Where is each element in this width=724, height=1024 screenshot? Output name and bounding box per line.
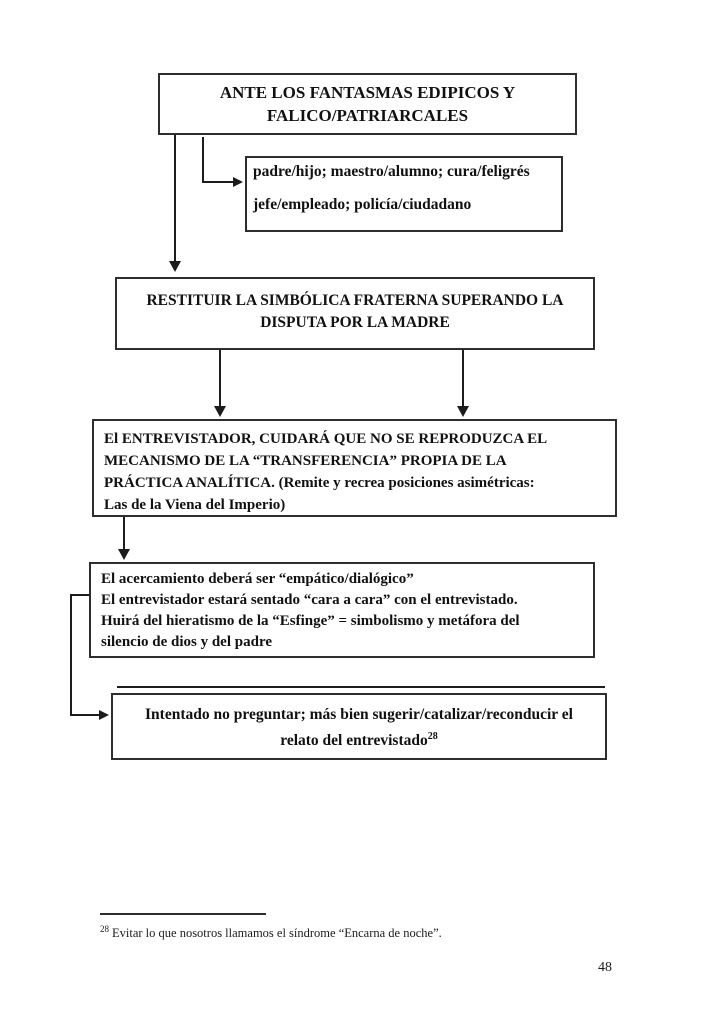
footnote-separator-rule (100, 913, 266, 915)
flow-box-acercamiento-line-4: silencio de dios y del padre (101, 634, 272, 650)
arrowhead-right-pares (233, 177, 243, 187)
connector-fantasmas-to-restituir (174, 135, 176, 261)
arrowhead-down-entrevistador-right (457, 406, 469, 417)
flow-box-intentado-line-1: Intentado no preguntar; más bien sugerir/catalizar/reconducir el (145, 706, 573, 723)
connector-acercamiento-stub (70, 594, 89, 596)
footnote-reference-28: 28 (427, 731, 438, 742)
footnote-text: Evitar lo que nosotros llamamos el síndrome “Encarna de noche”. (112, 926, 442, 941)
flow-box-intentado-line-2 (113, 726, 605, 752)
connector-acercamiento-to-intentado-vertical (70, 594, 72, 716)
connector-entrevistador-to-acercamiento (123, 517, 125, 549)
flow-box-entrevistador-line-2: MECANISMO DE LA “TRANSFERENCIA” PROPIA DE LA (104, 453, 507, 469)
arrowhead-down-restituir (169, 261, 181, 272)
arrowhead-right-intentado (99, 710, 109, 720)
footnote-marker: 28 (100, 924, 109, 934)
flow-box-intentado-line-2-text: relato del entrevistado (280, 732, 428, 750)
flow-box-acercamiento-line-1: El acercamiento deberá ser “empático/dialógico” (101, 571, 414, 587)
flow-box-fantasmas (158, 73, 577, 135)
connector-fantasmas-to-pares-vertical (202, 137, 204, 183)
flow-box-restituir (115, 277, 595, 350)
flow-box-restituir-line-1: RESTITUIR LA SIMBÓLICA FRATERNA SUPERANDO LA (146, 292, 564, 309)
flow-box-pares-line-1: padre/hijo; maestro/alumno; cura/feligrés (253, 163, 530, 180)
page-number: 48 (598, 960, 612, 975)
flow-box-intentado (111, 693, 607, 760)
rule-above-intentado (117, 686, 605, 688)
flow-box-entrevistador-line-3: PRÁCTICA ANALÍTICA. (Remite y recrea posiciones asimétricas: (104, 475, 535, 491)
flow-box-fantasmas-line-2: FALICO/PATRIARCALES (266, 106, 469, 125)
connector-restituir-to-entrevistador-right (462, 350, 464, 406)
arrowhead-down-acercamiento (118, 549, 130, 560)
connector-acercamiento-to-intentado-horizontal (70, 714, 99, 716)
flow-box-entrevistador (92, 419, 617, 517)
flow-box-acercamiento-line-2: El entrevistador estará sentado “cara a cara” con el entrevistado. (101, 592, 518, 608)
footnote (100, 921, 520, 941)
flow-box-pares-line-2: jefe/empleado; policía/ciudadano (253, 196, 472, 213)
flow-box-acercamiento-line-3: Huirá del hieratismo de la “Esfinge” = simbolismo y metáfora del (101, 613, 520, 629)
flow-box-entrevistador-line-1: El ENTREVISTADOR, CUIDARÁ QUE NO SE REPRODUZCA EL (104, 431, 548, 447)
flow-box-restituir-line-2: DISPUTA POR LA MADRE (260, 314, 450, 331)
connector-fantasmas-to-pares-horizontal (202, 181, 233, 183)
flow-box-entrevistador-line-4: Las de la Viena del Imperio) (104, 497, 286, 513)
flow-box-fantasmas-line-1: ANTE LOS FANTASMAS EDIPICOS Y (219, 83, 516, 102)
flow-box-acercamiento (89, 562, 595, 658)
arrowhead-down-entrevistador-left (214, 406, 226, 417)
flow-box-pares (245, 156, 563, 232)
connector-restituir-to-entrevistador-left (219, 350, 221, 406)
